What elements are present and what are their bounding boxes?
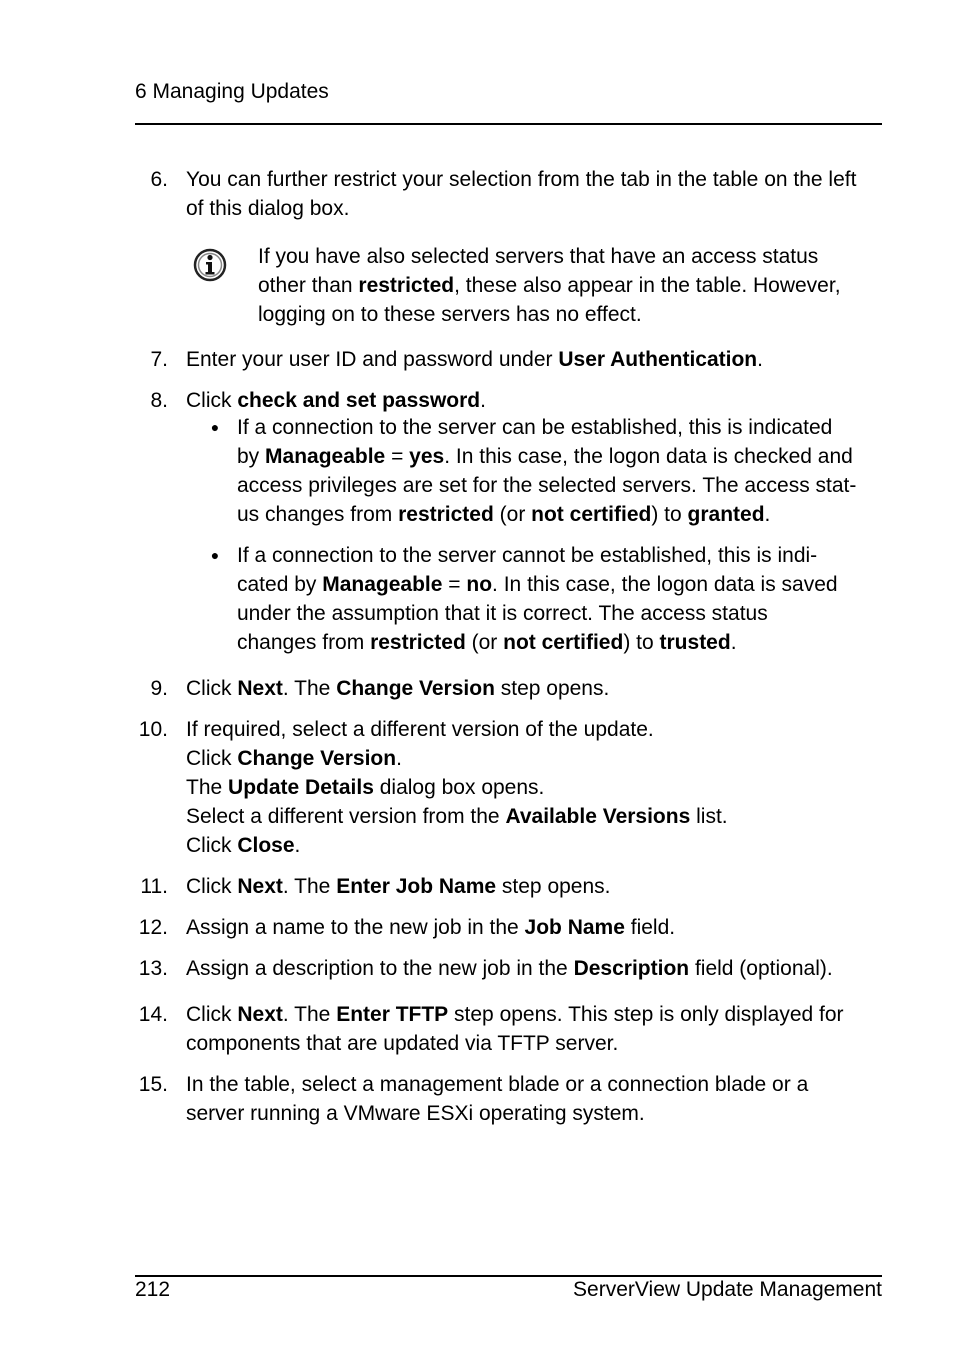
info-icon <box>192 247 228 283</box>
step-9-text: Click Next. The Change Version step opens. <box>186 677 610 700</box>
step-number: 9. <box>150 677 168 700</box>
text-line: You can further restrict your selection from the tab in the table on the left <box>186 168 857 191</box>
step-number: 10. <box>138 718 168 741</box>
step-number: 12. <box>138 916 168 939</box>
bullet-item: If a connection to the server can be established, this is indicated by Manageable = yes. In this case, the logon data is checked and access privileges are set for the selected servers. The access stat- us changes from restricted (or not certified) to granted. <box>237 416 857 526</box>
text-line: of this dialog box. <box>186 197 350 220</box>
step-15-text: In the table, select a management blade or a connection blade or a server running a VMware ESXi operating system. <box>186 1073 809 1125</box>
text-line: If you have also selected servers that have an access status <box>258 245 819 268</box>
step-11-text: Click Next. The Enter Job Name step opens. <box>186 875 611 898</box>
step-number: 6. <box>150 168 168 191</box>
step-7-text: Enter your user ID and password under User Authentication. <box>186 348 763 371</box>
info-note <box>258 242 878 329</box>
step-number: 14. <box>138 1003 168 1026</box>
step-13-text: Assign a description to the new job in the Description field (optional). <box>186 957 833 980</box>
header-rule <box>135 123 882 125</box>
step-number: 11. <box>140 875 168 898</box>
running-header: 6 Managing Updates <box>135 80 329 103</box>
step-8-text: Click check and set password. <box>186 389 486 412</box>
step-number: 13. <box>138 957 168 980</box>
step-12-text: Assign a name to the new job in the Job Name field. <box>186 916 676 939</box>
bullet-item: If a connection to the server cannot be established, this is indi- cated by Manageable = no. In this case, the logon data is saved under the assumption that it is correct. The access status changes from restricted (or not certified) to trusted. <box>237 544 838 654</box>
page-number: 212 <box>135 1278 171 1301</box>
bullet-icon: ● <box>210 419 220 435</box>
text-line: logging on to these servers has no effect. <box>258 303 642 326</box>
step-10-text: If required, select a different version of the update. Click Change Version. The Update Details dialog box opens. Select a different version from the Available Versions list. Click Close. <box>186 718 728 857</box>
step-number: 8. <box>150 389 168 412</box>
step-number: 7. <box>150 348 168 371</box>
footer-doc-title: ServerView Update Management <box>573 1278 882 1301</box>
text-line: other than restricted, these also appear in the table. However, <box>258 274 841 297</box>
bullet-icon: ● <box>210 547 220 563</box>
step-14-text: Click Next. The Enter TFTP step opens. This step is only displayed for components that are updated via TFTP server. <box>186 1003 844 1055</box>
step-6-text <box>186 165 886 223</box>
step-number: 15. <box>138 1073 168 1096</box>
